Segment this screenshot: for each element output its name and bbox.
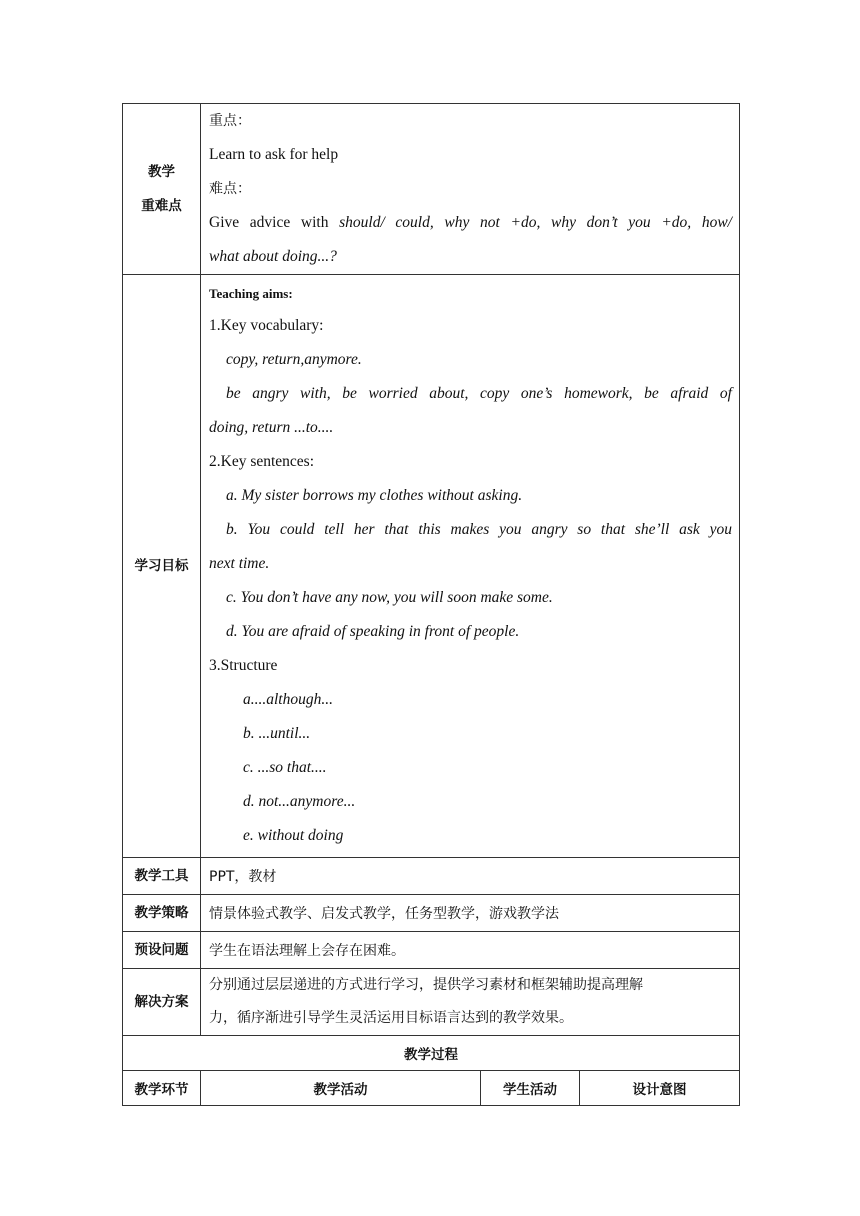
- structure-d: d. not...anymore...: [243, 793, 356, 810]
- structure-b: b. ...until...: [243, 725, 311, 742]
- process-col-intent: 设计意图: [580, 1071, 740, 1106]
- solutions-line2: 力，循序渐进引导学生灵活运用目标语言达到的教学效果。: [209, 1010, 573, 1026]
- vocab-words: copy, return,anymore.: [226, 351, 362, 368]
- problems-label: 预设问题: [123, 932, 201, 969]
- difficulty-line2: what about doing...?: [209, 248, 337, 265]
- problems-text: 学生在语法理解上会存在困难。: [201, 932, 740, 969]
- tools-text: PPT，教材: [201, 858, 740, 895]
- key-points-label-line2: 重难点: [141, 198, 182, 214]
- lesson-plan-page: [122, 103, 739, 1106]
- strategy-text: 情景体验式教学、启发式教学，任务型教学，游戏教学法: [201, 895, 740, 932]
- sentence-a: a. My sister borrows my clothes without asking.: [226, 487, 523, 504]
- problems-row: [123, 932, 740, 969]
- vocab-title: 1.Key vocabulary:: [209, 317, 324, 334]
- strategy-row: [123, 895, 740, 932]
- key-points-label-line1: 教学: [148, 164, 175, 180]
- focus-text: Learn to ask for help: [209, 146, 339, 163]
- structure-a: a....although...: [243, 691, 333, 708]
- sentence-b-line2: next time.: [209, 555, 270, 572]
- key-points-label: [123, 104, 201, 275]
- process-col-student: 学生活动: [481, 1071, 580, 1106]
- key-points-content: [201, 104, 740, 275]
- process-col-stage: 教学环节: [123, 1071, 201, 1106]
- process-header-row: [123, 1071, 740, 1106]
- sentence-d: d. You are afraid of speaking in front of people.: [226, 623, 520, 640]
- solutions-row: [123, 969, 740, 1036]
- lesson-plan-table: [122, 103, 740, 1106]
- difficulty-line1: Give advice with should/ could, why not +do, why don’t you +do, how/: [209, 214, 732, 231]
- sentence-b-line1: b. You could tell her that this makes you angry so that she’ll ask you: [226, 521, 732, 538]
- structure-c: c. ...so that....: [243, 759, 327, 776]
- process-col-activity: 教学活动: [201, 1071, 481, 1106]
- process-title: 教学过程: [123, 1036, 740, 1071]
- sentence-c: c. You don’t have any now, you will soon make some.: [226, 589, 553, 606]
- focus-title: 重点：: [209, 113, 251, 129]
- vocab-phrases-line2: doing, return ...to....: [209, 419, 334, 436]
- solutions-content: [201, 969, 740, 1036]
- goals-label: 学习目标: [123, 275, 201, 858]
- solutions-label: 解决方案: [123, 969, 201, 1036]
- structure-title: 3.Structure: [209, 657, 278, 674]
- structure-e: e. without doing: [243, 827, 344, 844]
- strategy-label: 教学策略: [123, 895, 201, 932]
- solutions-line1: 分别通过层层递进的方式进行学习，提供学习素材和框架辅助提高理解: [209, 977, 643, 993]
- difficulty-title: 难点：: [209, 181, 251, 197]
- tools-label: 教学工具: [123, 858, 201, 895]
- goals-content: [201, 275, 740, 858]
- goals-row: [123, 275, 740, 858]
- tools-row: [123, 858, 740, 895]
- key-points-row: [123, 104, 740, 275]
- process-title-row: [123, 1036, 740, 1071]
- sentences-title: 2.Key sentences:: [209, 453, 315, 470]
- vocab-phrases-line1: be angry with, be worried about, copy one’s homework, be afraid of: [226, 385, 732, 402]
- aims-title: Teaching aims:: [209, 286, 293, 301]
